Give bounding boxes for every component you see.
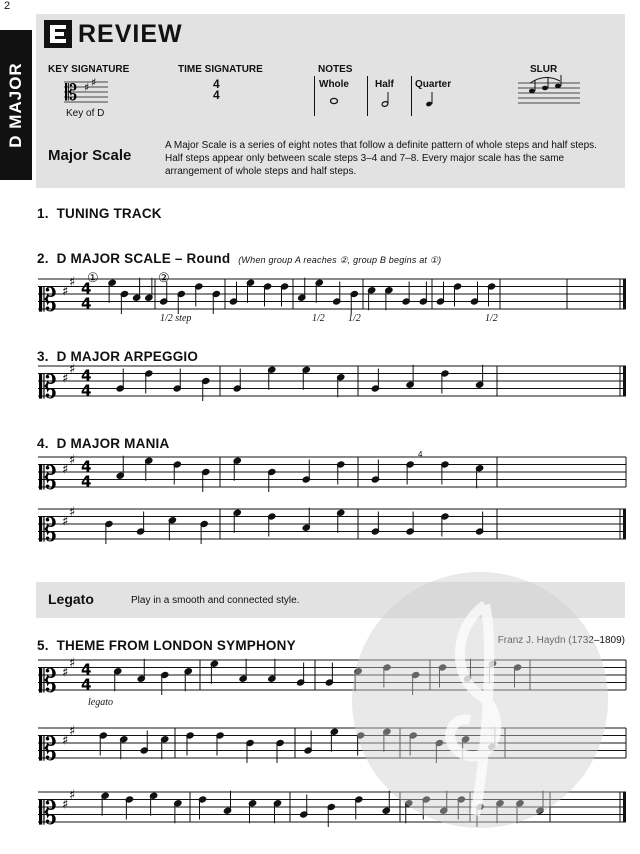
sharp-icon: ♯ bbox=[84, 81, 90, 94]
legato-text: Play in a smooth and connected style. bbox=[131, 595, 300, 606]
time-signature-label: TIME SIGNATURE bbox=[178, 64, 263, 75]
round-mark-2: ② bbox=[158, 270, 170, 285]
time-signature-icon: 4 bbox=[81, 457, 92, 476]
exercise-number: 2. bbox=[37, 251, 49, 266]
alto-clef-icon: 𝄡 bbox=[65, 81, 78, 106]
notes-label: NOTES bbox=[318, 64, 353, 75]
sharp-icon: ♯ bbox=[62, 797, 69, 813]
half-step-label: 1/2 bbox=[485, 313, 498, 324]
time-signature-icon: 4 bbox=[81, 381, 92, 400]
sharp-icon: ♯ bbox=[62, 665, 69, 681]
note-type-whole: Whole bbox=[319, 79, 349, 90]
time-signature-icon: 4 bbox=[81, 472, 92, 491]
page-number: 2 bbox=[4, 0, 11, 12]
sharp-icon: ♯ bbox=[69, 452, 76, 468]
alto-clef-icon: 𝄡 bbox=[39, 511, 57, 549]
note-type-half: Half bbox=[375, 79, 394, 90]
sharp-icon: ♯ bbox=[91, 76, 97, 89]
sharp-icon: ♯ bbox=[69, 274, 76, 290]
sharp-icon: ♯ bbox=[69, 361, 76, 377]
major-scale-title: Major Scale bbox=[48, 147, 132, 164]
alto-clef-icon: 𝄡 bbox=[39, 281, 57, 319]
exercise-title: THEME FROM LONDON SYMPHONY bbox=[56, 638, 296, 653]
final-barline bbox=[623, 279, 626, 309]
time-signature-top: 4 bbox=[213, 77, 220, 91]
exercise-title: D MAJOR MANIA bbox=[56, 436, 170, 451]
time-signature-icon: 4 bbox=[81, 294, 92, 313]
time-signature-icon: 4 bbox=[81, 366, 92, 385]
sharp-icon: ♯ bbox=[69, 723, 76, 739]
final-barline bbox=[623, 509, 626, 539]
fingering-number: 4 bbox=[418, 450, 423, 459]
final-barline bbox=[623, 366, 626, 396]
half-step-label: 1/2 bbox=[312, 313, 325, 324]
alto-clef-icon: 𝄡 bbox=[39, 662, 57, 700]
slur-label: SLUR bbox=[530, 64, 558, 75]
sharp-icon: ♯ bbox=[62, 462, 69, 478]
alto-clef-icon: 𝄡 bbox=[39, 794, 57, 832]
sharp-icon: ♯ bbox=[69, 787, 76, 803]
expression-marking: legato bbox=[88, 697, 113, 708]
sharp-icon: ♯ bbox=[62, 733, 69, 749]
time-signature-bottom: 4 bbox=[213, 88, 220, 102]
sharp-icon: ♯ bbox=[62, 284, 69, 300]
alto-clef-icon: 𝄡 bbox=[39, 730, 57, 768]
exercise-number: 5. bbox=[37, 638, 49, 653]
sharp-icon: ♯ bbox=[69, 655, 76, 671]
note-type-quarter: Quarter bbox=[415, 79, 452, 90]
alto-clef-icon: 𝄡 bbox=[39, 459, 57, 497]
final-barline bbox=[623, 792, 626, 822]
exercise-title: D MAJOR ARPEGGIO bbox=[56, 349, 199, 364]
key-signature-label: KEY SIGNATURE bbox=[48, 64, 130, 75]
exercise-title: D MAJOR SCALE – Round bbox=[56, 251, 231, 266]
exercise-number: 4. bbox=[37, 436, 49, 451]
sharp-icon: ♯ bbox=[62, 371, 69, 387]
review-title: REVIEW bbox=[78, 20, 183, 48]
legato-title: Legato bbox=[48, 591, 94, 607]
half-step-label: 1/2 step bbox=[160, 313, 192, 324]
composer: Franz J. Haydn (1732–1809) bbox=[497, 635, 625, 646]
time-signature-icon: 4 bbox=[81, 660, 92, 679]
exercise-number: 1. bbox=[37, 206, 49, 221]
watermark-icon bbox=[345, 565, 615, 835]
exercise-note: (When group A reaches ②, group B begins at ①) bbox=[238, 255, 442, 265]
major-scale-text: A Major Scale is a series of eight notes that follow a definite pattern of whole steps and half steps. Half steps appear only between scale steps 3–4 and 7–8. Every major scale has the same arrangement of whole steps and half steps. bbox=[165, 140, 597, 177]
sharp-icon: ♯ bbox=[62, 514, 69, 530]
round-mark-1: ① bbox=[87, 270, 99, 285]
exercise-title: TUNING TRACK bbox=[56, 206, 162, 221]
exercise-number: 3. bbox=[37, 349, 49, 364]
half-step-label: 1/2 bbox=[348, 313, 361, 324]
sharp-icon: ♯ bbox=[69, 504, 76, 520]
side-tab-label: D MAJOR bbox=[6, 62, 25, 148]
time-signature-icon: 4 bbox=[81, 675, 92, 694]
time-signature-icon: 4 bbox=[81, 279, 92, 298]
key-name: Key of D bbox=[66, 108, 105, 119]
alto-clef-icon: 𝄡 bbox=[39, 368, 57, 406]
